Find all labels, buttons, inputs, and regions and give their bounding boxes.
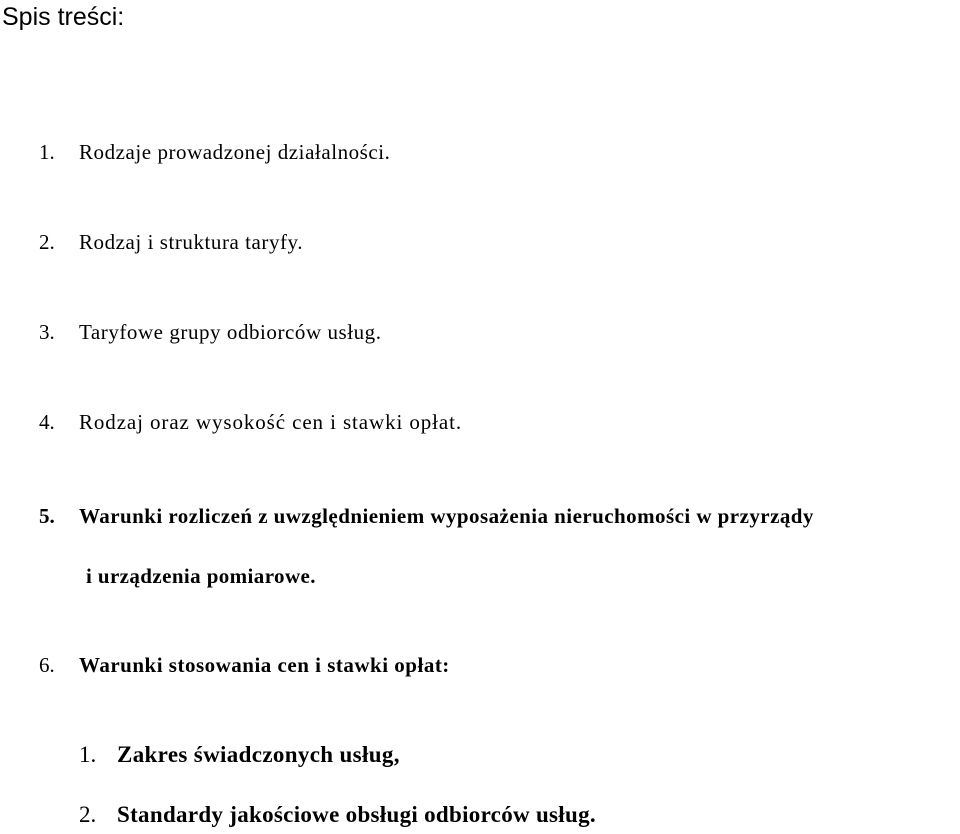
toc-subitem-number: 2. (79, 802, 97, 827)
toc-item-1 (0, 139, 960, 165)
toc-item-5-continuation (0, 563, 960, 589)
toc-item-text-continuation: i urządzenia pomiarowe. (86, 564, 316, 588)
toc-item-text: Warunki stosowania cen i stawki opłat: (79, 653, 450, 677)
toc-item-text: Taryfowe grupy odbiorców usług. (79, 320, 382, 344)
toc-item-text: Rodzaj i struktura taryfy. (79, 230, 304, 254)
toc-item-text: Warunki rozliczeń z uwzględnieniem wyposażenia nieruchomości w przyrządy (79, 504, 814, 528)
toc-item-number: 1. (39, 140, 55, 164)
toc-subitem-text: Standardy jakościowe obsługi odbiorców usług. (117, 802, 596, 827)
toc-item-6 (0, 652, 960, 678)
toc-item-3 (0, 319, 960, 345)
toc-item-text: Rodzaj oraz wysokość cen i stawki opłat. (79, 410, 462, 434)
toc-item-number: 5. (39, 504, 55, 528)
toc-item-number: 6. (39, 653, 55, 677)
toc-heading: Spis treści: (2, 3, 125, 31)
toc-item-2 (0, 229, 960, 255)
toc-item-4 (0, 409, 960, 435)
toc-item-number: 3. (39, 320, 55, 344)
toc-subitem-text: Zakres świadczonych usług, (117, 742, 400, 767)
toc-item-5 (0, 503, 960, 529)
toc-subitem-2 (0, 802, 960, 828)
toc-item-number: 2. (39, 230, 55, 254)
toc-subitem-1 (0, 742, 960, 768)
toc-subitem-number: 1. (79, 742, 97, 767)
toc-item-number: 4. (39, 410, 55, 434)
toc-item-text: Rodzaje prowadzonej działalności. (79, 140, 391, 164)
